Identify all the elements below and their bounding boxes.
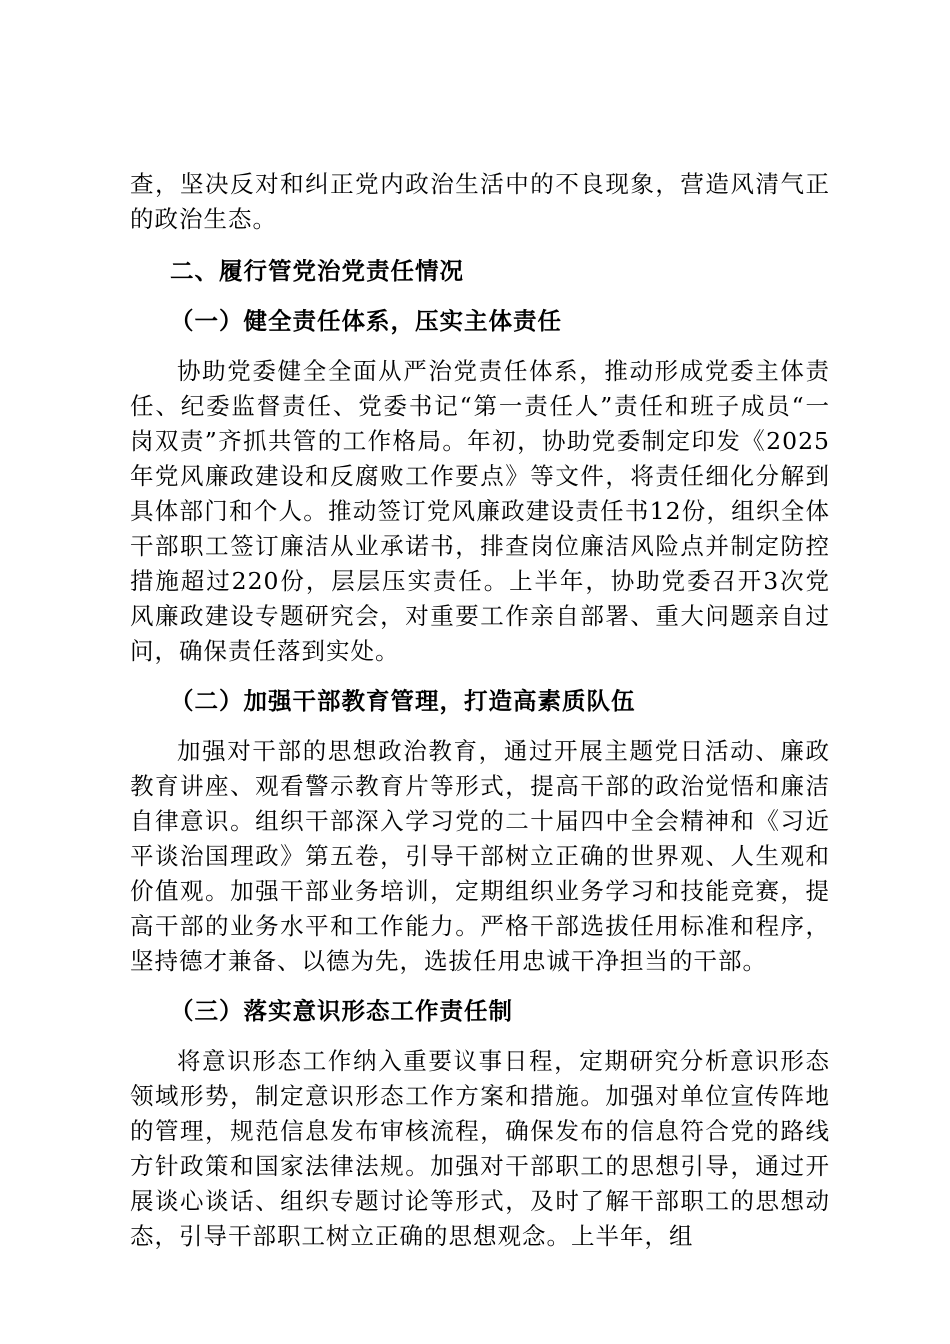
- subsection-heading-3: （三）落实意识形态工作责任制: [170, 997, 513, 1025]
- spacer: [130, 979, 830, 994]
- spacer: [130, 237, 830, 254]
- spacer: [130, 719, 830, 734]
- document-body: [130, 167, 830, 1254]
- spacer: [130, 289, 830, 304]
- paragraph-continued: 查，坚决反对和纠正党内政治生活中的不良现象，营造风清气正的政治生态。: [130, 170, 830, 233]
- spacer: [130, 669, 830, 684]
- paragraph-responsibility-system: 协助党委健全全面从严治党责任体系，推动形成党委主体责任、纪委监督责任、党委书记“第一责任人”责任和班子成员“一岗双责”齐抓共管的工作格局。年初，协助党委制定印发《2025年党风廉政建设和反腐败工作要点》等文件，将责任细化分解到具体部门和个人。推动签订党风廉政建设责任书12份，组织全体干部职工签订廉洁从业承诺书，排查岗位廉洁风险点并制定防控措施超过220份，层层压实责任。上半年，协助党委召开3次党风廉政建设专题研究会，对重要工作亲自部署、重大问题亲自过问，确保责任落到实处。: [130, 357, 830, 665]
- subsection-heading-1: （一）健全责任体系，压实主体责任: [170, 307, 562, 335]
- subsection-heading-2: （二）加强干部教育管理，打造高素质队伍: [170, 687, 636, 715]
- spacer: [130, 1029, 830, 1044]
- section-heading-2: 二、履行管党治党责任情况: [170, 257, 464, 285]
- paragraph-ideology-work: 将意识形态工作纳入重要议事日程，定期研究分析意识形态领域形势，制定意识形态工作方案和措施。加强对单位宣传阵地的管理，规范信息发布审核流程，确保发布的信息符合党的路线方针政策和国家法律法规。加强对干部职工的思想引导，通过开展谈心谈话、组织专题讨论等形式，及时了解干部职工的思想动态，引导干部职工树立正确的思想观念。上半年，组: [130, 1047, 830, 1250]
- paragraph-cadre-education: 加强对干部的思想政治教育，通过开展主题党日活动、廉政教育讲座、观看警示教育片等形式，提高干部的政治觉悟和廉洁自律意识。组织干部深入学习党的二十届四中全会精神和《习近平谈治国理政》第五卷，引导干部树立正确的世界观、人生观和价值观。加强干部业务培训，定期组织业务学习和技能竞赛，提高干部的业务水平和工作能力。严格干部选拔任用标准和程序，坚持德才兼备、以德为先，选拔任用忠诚干净担当的干部。: [130, 737, 830, 975]
- spacer: [130, 339, 830, 354]
